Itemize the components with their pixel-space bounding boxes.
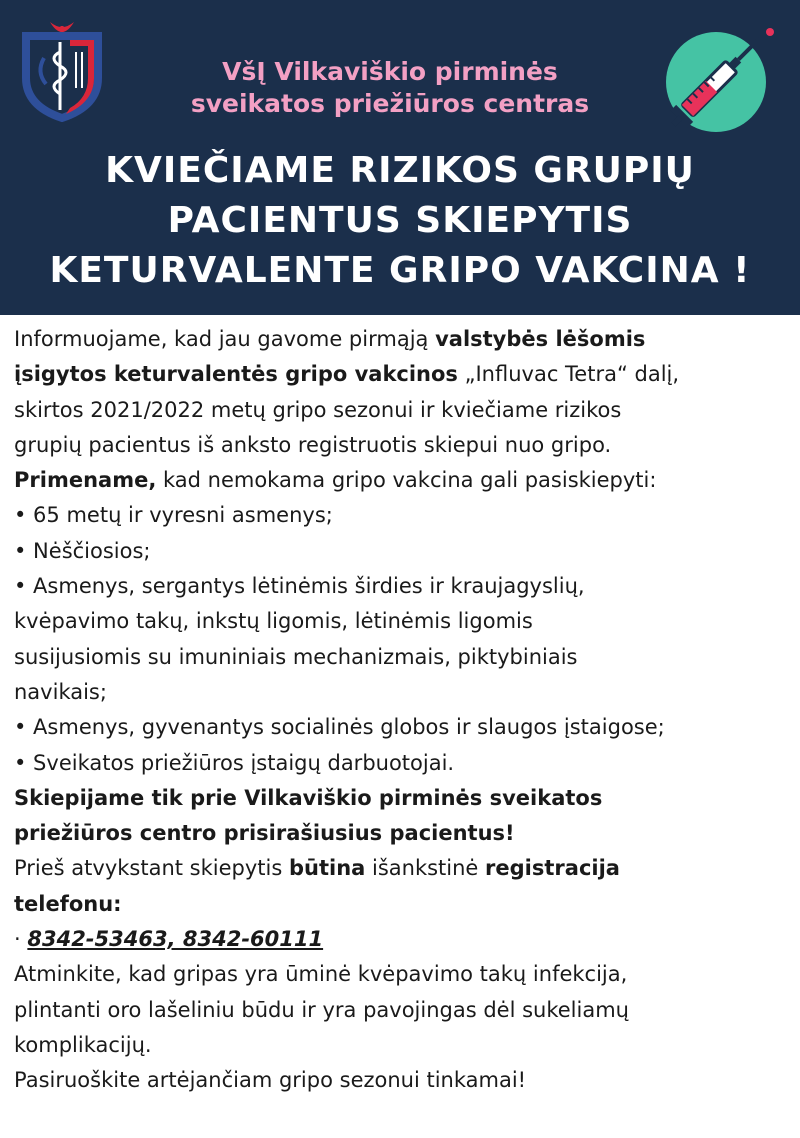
intro-line-4: grupių pacientus iš anksto registruotis skiepui nuo gripo.: [14, 432, 612, 457]
organization-name: [110, 56, 670, 120]
announcement-body: [14, 322, 794, 1099]
reminder-bold: Primename,: [14, 468, 157, 493]
list-item: • Asmenys, sergantys lėtinėmis širdies ir kraujagyslių,: [14, 574, 585, 599]
notice-line-1: Skiepijame tik prie Vilkaviškio pirminės sveikatos: [14, 785, 603, 810]
warning-line-3: komplikacijų.: [14, 1032, 152, 1057]
intro-bold-funds: valstybės lėšomis: [435, 327, 646, 351]
closing-line: Pasiruoškite artėjančiam gripo sezonui tinkamai!: [14, 1068, 527, 1093]
list-item-continuation: susijusiomis su imuniniais mechanizmais, piktybiniais: [14, 644, 578, 669]
syringe-icon: [660, 18, 780, 138]
organization-name-line2: sveikatos priežiūros centras: [190, 89, 590, 118]
intro-line-3: skirtos 2021/2022 metų gripo sezonui ir kviečiame rizikos: [14, 397, 622, 422]
headline-line2: PACIENTUS SKIEPYTIS: [167, 200, 633, 241]
list-item: • 65 metų ir vyresni asmenys;: [14, 503, 333, 528]
headline-line1: KVIEČIAME RIZIKOS GRUPIŲ: [105, 150, 695, 191]
notice-line-2: priežiūros centro prisirašiusius pacientus!: [14, 821, 515, 846]
reminder-text: kad nemokama gripo vakcina gali pasiskiepyti:: [156, 468, 657, 493]
registration-required: būtina: [288, 856, 366, 881]
headline-line3: KETURVALENTE GRIPO VAKCINA !: [49, 250, 751, 291]
list-item-continuation: kvėpavimo takų, inkstų ligomis, lėtinėmis ligomis: [14, 609, 533, 634]
phone-numbers-line: · 8342-53463, 8342-60111: [14, 927, 324, 952]
medical-caduceus-logo-icon: [20, 18, 104, 122]
list-item: • Sveikatos priežiūros įstaigų darbuotojai.: [14, 750, 455, 775]
list-item-continuation: navikais;: [14, 679, 107, 704]
warning-line-1: Atminkite, kad gripas yra ūminė kvėpavimo takų infekcija,: [14, 962, 628, 987]
intro-text: Informuojame, kad jau gavome pirmąją: [14, 327, 436, 351]
header-banner: [0, 0, 800, 315]
list-item: • Asmenys, gyvenantys socialinės globos ir slaugos įstaigose;: [14, 715, 665, 740]
intro-text-product: „Influvac Tetra“ dalį,: [457, 362, 680, 387]
reminder-intro: [14, 463, 794, 498]
registration-line: Prieš atvykstant skiepytis būtina išankstinė registracija: [14, 856, 620, 881]
phone-numbers-link[interactable]: 8342-53463, 8342-60111: [27, 927, 324, 952]
headline: [0, 146, 800, 296]
intro-line-1: [14, 322, 794, 357]
registration-phone-label: telefonu:: [14, 891, 122, 916]
intro-line-2: [14, 357, 794, 392]
list-item: • Nėščiosios;: [14, 538, 151, 563]
organization-name-line1: VšĮ Vilkaviškio pirminės: [222, 57, 558, 86]
registration-bold: registracija: [485, 856, 620, 881]
warning-line-2: plintanti oro lašeliniu būdu ir yra pavojingas dėl sukeliamų: [14, 997, 629, 1022]
intro-bold-vaccine: įsigytos keturvalentės gripo vakcinos: [14, 362, 458, 387]
